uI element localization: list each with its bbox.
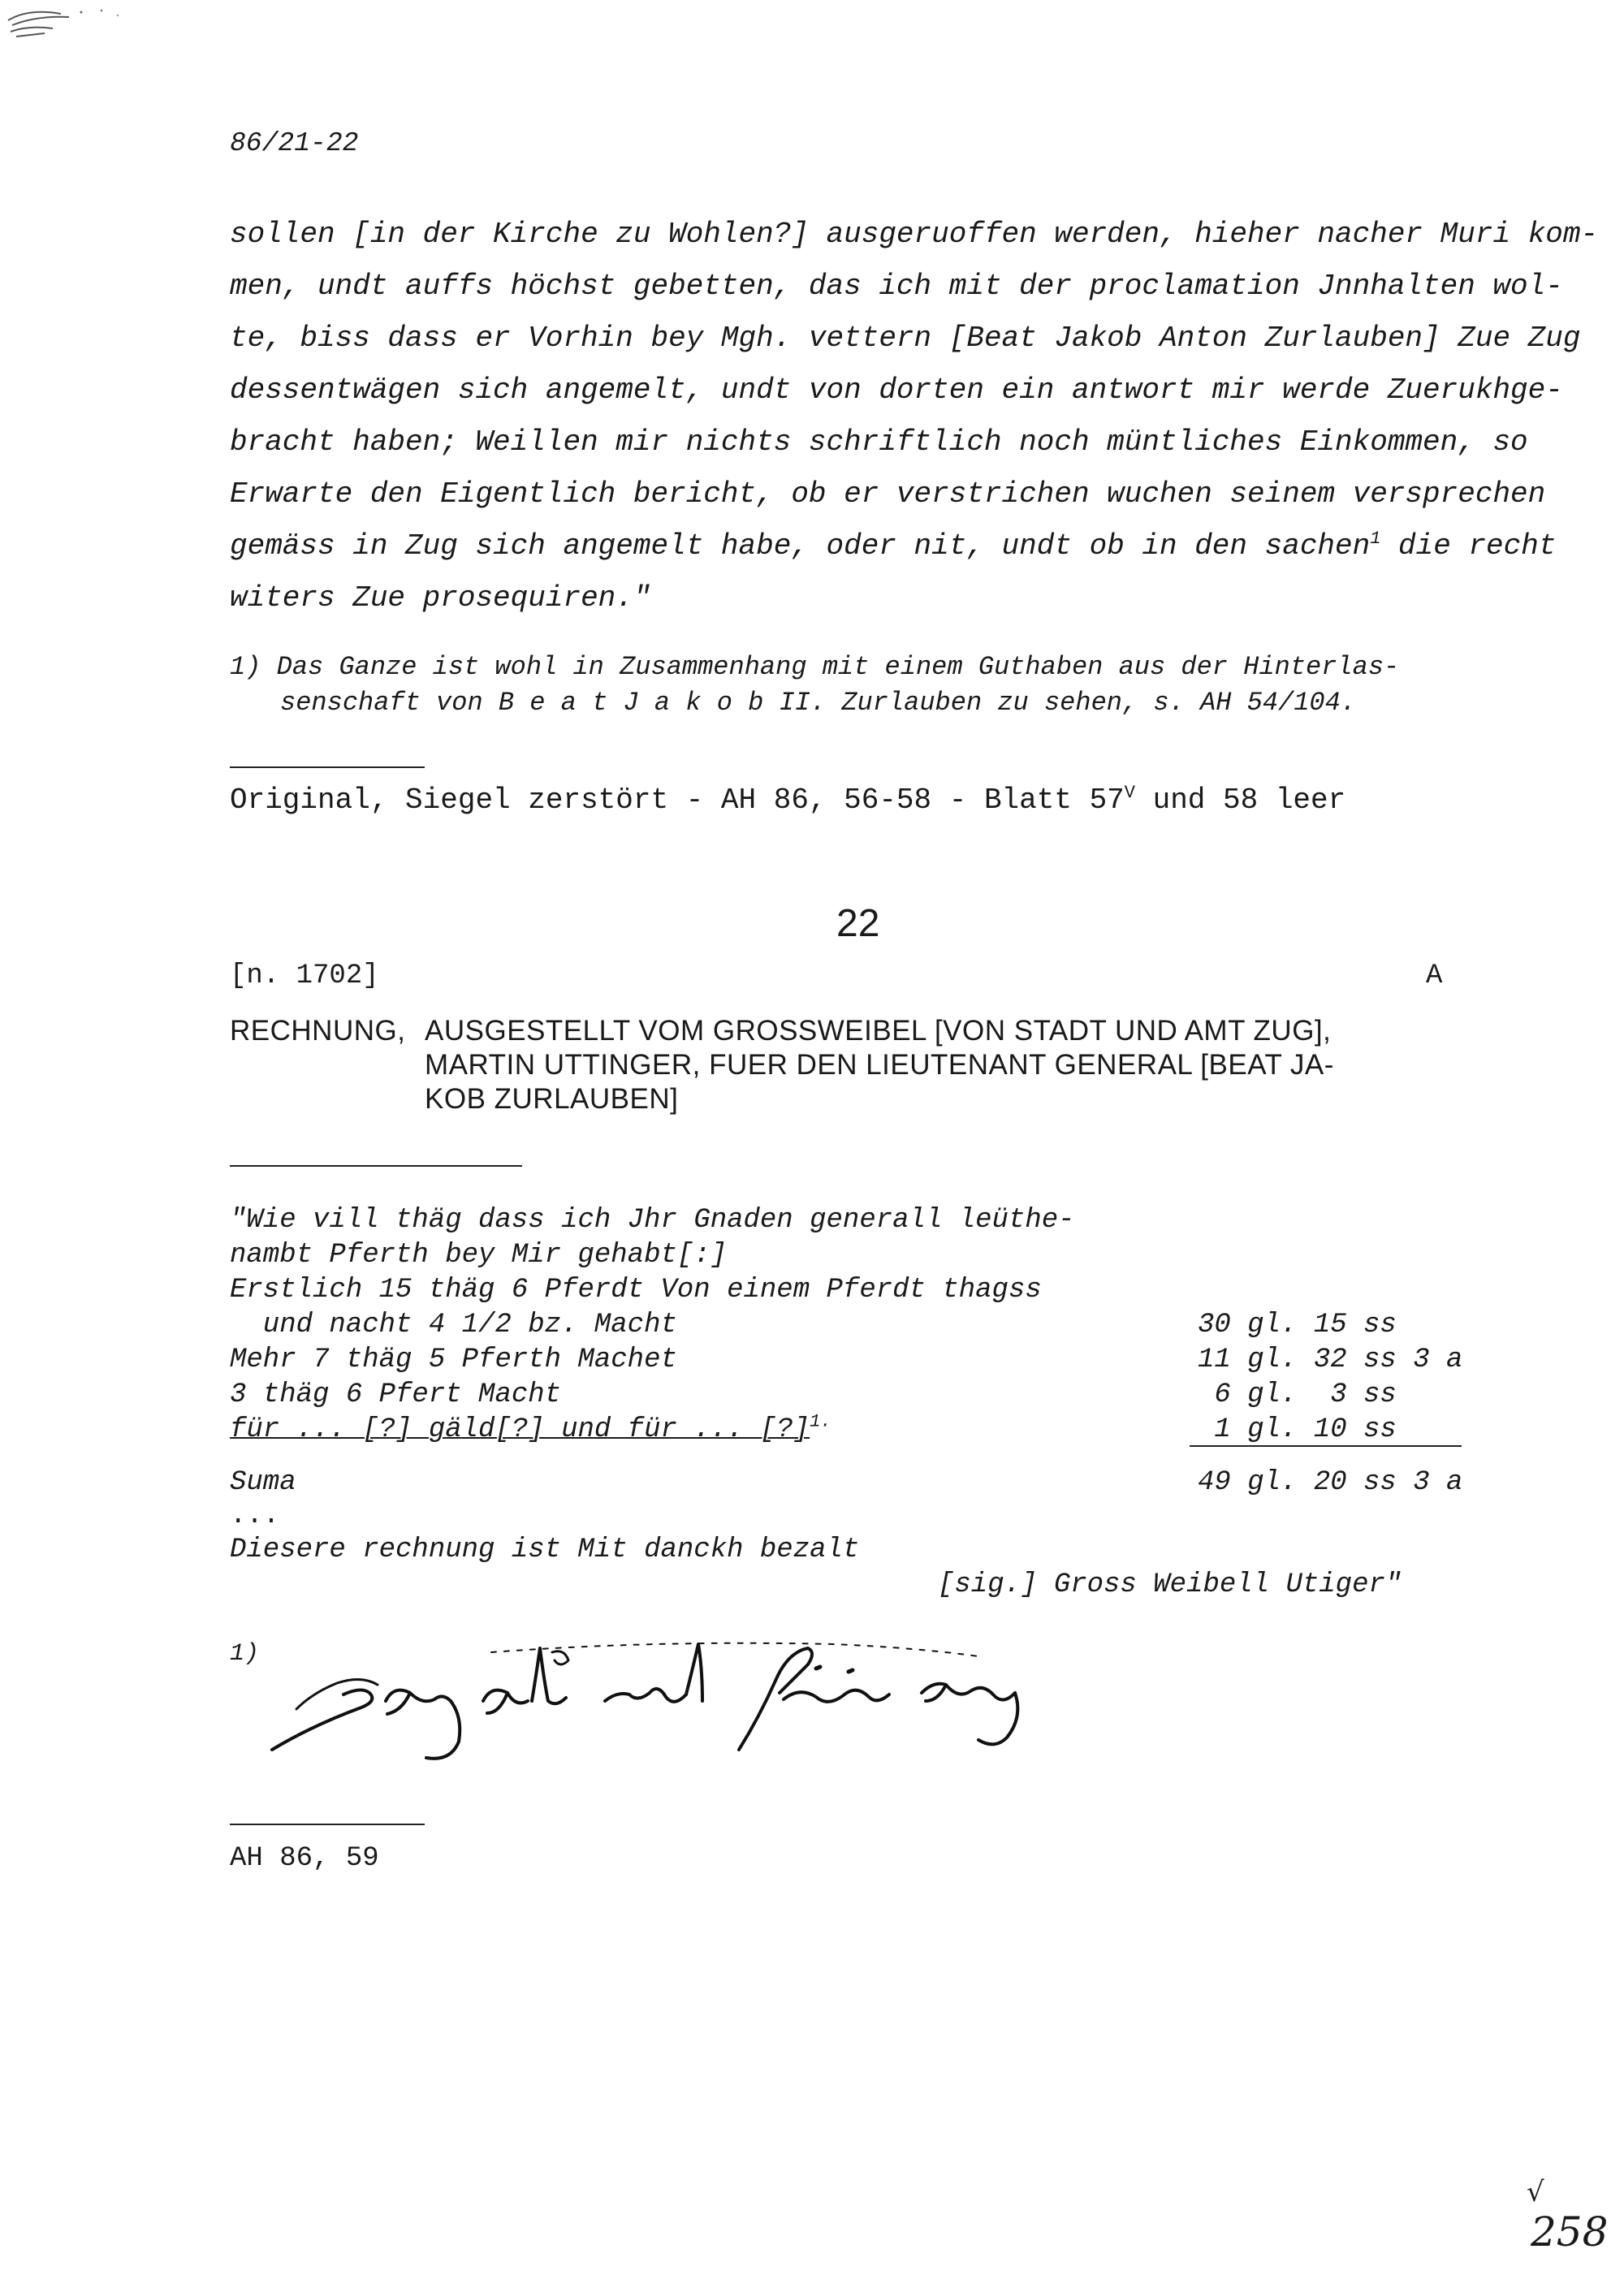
body-line-text: gemäss in Zug sich angemelt habe, oder nit, undt ob in den sachen [230,529,1371,563]
account-entry-text: Mehr 7 thäg 5 Pferth Machet [230,1345,677,1375]
account-entry-amount: 30 gl. 15 ss [1198,1310,1397,1340]
account-entry-text: Erstlich 15 thäg 6 Pferdt Von einem Pferdt thagss [230,1275,1042,1306]
source-text: Original, Siegel zerstört - AH 86, 56-58 - Blatt 57 [230,784,1125,817]
header-reference: 86/21-22 [230,128,359,158]
handwriting-facsimile [248,1636,1027,1766]
total-amount: 49 gl. 20 ss 3 a [1198,1467,1463,1498]
check-mark: √ [1527,2176,1544,2208]
source-reference: AH 86, 59 [230,1843,379,1874]
divider [230,1824,425,1825]
body-line: sollen [in der Kirche zu Wohlen?] ausgeruoffen werden, hieher nacher Muri kom- [230,218,1599,251]
document-date: [n. 1702] [230,961,379,991]
body-line: dessentwägen sich angemelt, undt von dorten ein antwort mir werde Zuerukhge- [230,373,1563,407]
total-label: Suma [230,1467,296,1498]
signature-line: [sig.] Gross Weibell Utiger" [938,1569,1402,1600]
account-entry-text: 3 thäg 6 Pfert Macht [230,1379,562,1410]
divider [230,766,425,768]
body-line: men, undt auffs höchst gebetten, das ich mit der proclamation Jnnhalten wol- [230,270,1563,303]
account-intro: "Wie vill thäg dass ich Jhr Gnaden generall leüthe- [230,1205,1075,1236]
source-note [230,784,1345,817]
scan-artifact [4,4,126,45]
account-intro: nambt Pferth bey Mir gehabt[:] [230,1240,728,1271]
account-entry-text: für ... [?] gäld[?] und für ... [?] [230,1414,810,1445]
footnote-line: senschaft von B e a t J a k o b II. Zurlauben zu sehen, s. AH 54/104. [280,688,1357,718]
divider [230,1165,522,1167]
title-prefix: RECHNUNG, [230,1015,406,1047]
sum-rule [1190,1445,1462,1447]
body-line: Erwarte den Eigentlich bericht, ob er verstrichen wuchen seinem versprechen [230,477,1546,511]
ellipsis: ... [230,1500,280,1531]
body-line: witers Zue prosequiren." [230,581,651,615]
account-entry-amount: 1 gl. 10 ss [1198,1414,1397,1445]
body-line-tail: die recht [1380,529,1557,563]
account-entry-amount: 6 gl. 3 ss [1198,1379,1397,1410]
paid-note: Diesere rechnung ist Mit danckh bezalt [230,1535,860,1565]
document-number: 22 [836,902,880,945]
title-line: MARTIN UTTINGER, FUER DEN LIEUTENANT GENERAL [BEAT JA- [425,1049,1334,1081]
footnote-marker: 1. [810,1411,831,1432]
title-line: KOB ZURLAUBEN] [425,1083,679,1115]
account-entry-text: und nacht 4 1/2 bz. Macht [230,1310,677,1340]
footnote-marker: 1) [230,1640,260,1668]
footnote-line: 1) Das Ganze ist wohl in Zusammenhang mit einem Guthaben aus der Hinterlas- [230,652,1400,682]
footnote-marker: 1 [1370,529,1381,549]
document-type-letter: A [1426,961,1443,991]
verso-marker: V [1124,783,1135,803]
body-line [230,529,1556,563]
page-number: 258 [1531,2208,1609,2256]
account-entry-amount: 11 gl. 32 ss 3 a [1198,1345,1463,1375]
body-line: te, biss dass er Vorhin bey Mgh. vettern [Beat Jakob Anton Zurlauben] Zue Zug [230,322,1581,355]
source-text-tail: und 58 leer [1134,784,1346,817]
body-line: bracht haben; Weillen mir nichts schriftlich noch müntliches Einkommen, so [230,425,1528,459]
account-entry [230,1411,831,1445]
title-line: AUSGESTELLT VOM GROSSWEIBEL [VON STADT UND AMT ZUG], [425,1015,1332,1047]
